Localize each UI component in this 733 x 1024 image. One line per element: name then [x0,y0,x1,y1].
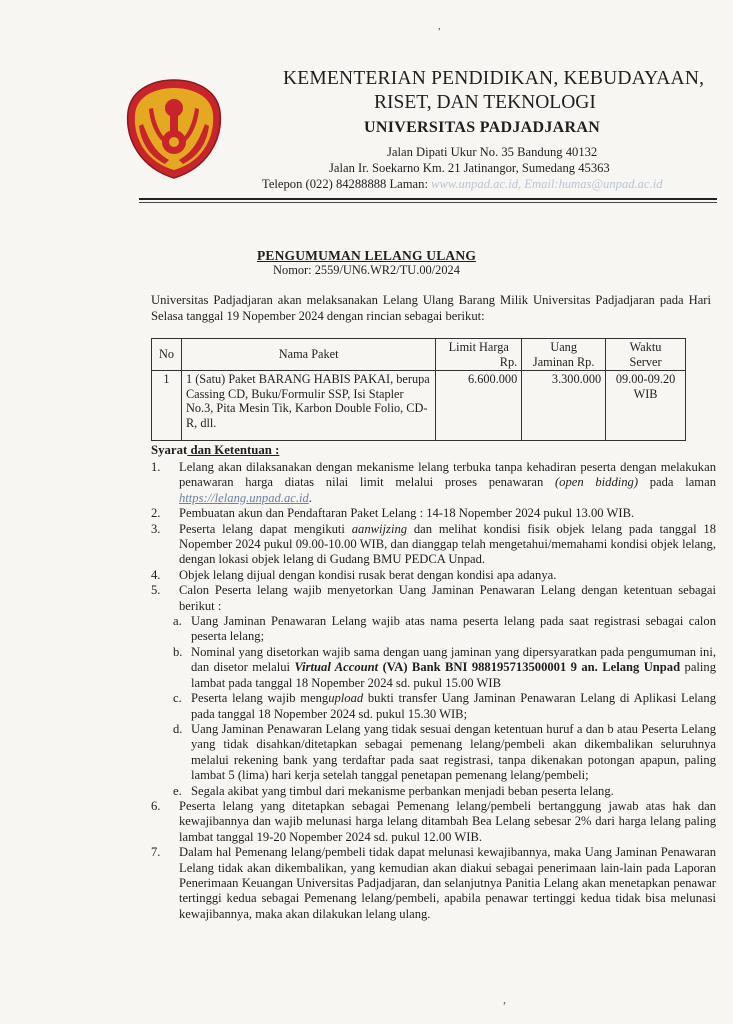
website-link[interactable]: www.unpad.ac.id, [431,177,522,191]
header-rule-thin [139,202,717,203]
term-5-c: c. Peserta lelang wajib mengupload bukti transfer Uang Jaminan Penawaran Lelang di Aplikasi Lelang pada tanggal 18 Nopember 2024 sd. pukul 15.30 WIB; [173,691,716,721]
term-2: 2. Pembuatan akun dan Pendaftaran Paket Lelang : 14-18 Nopember 2024 pukul 13.00 WIB. [151,506,635,521]
auction-site-link[interactable]: https://lelang.unpad.ac.id [179,490,309,505]
header-nama-paket: Nama Paket [181,339,435,371]
address-line-2: Jalan Ir. Soekarno Km. 21 Jatinangor, Sumedang 45363 [329,161,610,175]
header-limit-harga: Limit Harga Rp. [436,339,522,371]
term-5-d: d. Uang Jaminan Penawaran Lelang yang tidak sesuai dengan ketentuan huruf a dan b atau Peserta Lelang yang tidak disahkan/ditetapkan sebagai pemenang lelang/pembeli akan dikembalikan seluruhnya melalui rekening bank yang terdaftar pada saat registrasi, tanpa dikenakan potongan apapun, paling lambat 5 (lima) hari kerja setelah tanggal penetapan pemenang lelang/pembeli; [173,721,716,783]
header-rule-thick [139,198,717,200]
term-3: 3. Peserta lelang dapat mengikuti aanwijzing dan melihat kondisi fisik objek lelang pada tanggal 18 Nopember 2024 pukul 09.00-10.00 WIB, dan dianggap telah mengetahui/memahami kondisi objek lelang, dengan lokasi objek lelang di Gudang BMU PEDCA Unpad. [151,521,716,567]
header-waktu-server: Waktu Server [606,339,686,371]
term-7: 7. Dalam hal Pemenang lelang/pembeli tidak dapat melunasi kewajibannya, maka Uang Jaminan Penawaran Lelang tidak akan dikembalikan, yang kemudian akan diakui sebagai penerimaan lain-lain pada Laporan Penerimaan Keuangan Universitas Padjadjaran, dan selanjutnya Panitia Lelang akan menetapkan penawar tertinggi kedua sebagai Pemenang lelang/pembeli, apabila penawar tertinggi kedua tidak bisa melunasi kewajibannya, maka akan dilakukan lelang ulang. [151,845,716,921]
email-link[interactable]: humas@unpad.ac.id [558,177,663,191]
university-name: UNIVERSITAS PADJADJARAN [364,119,601,136]
ministry-line-2: RISET, DAN TEKNOLOGI [374,92,596,113]
cell-jaminan: 3.300.000 [522,371,606,441]
announcement-title: PENGUMUMAN LELANG ULANG [256,248,477,263]
term-5-e: e. Segala akibat yang timbul dari mekanisme perbankan menjadi beban peserta lelang. [173,783,614,798]
phone-label: Telepon (022) 84288888 Laman: [262,177,428,191]
cell-waktu: 09.00-09.20 WIB [606,371,686,441]
cell-no: 1 [152,371,182,441]
announcement-number: Nomor: 2559/UN6.WR2/TU.00/2024 [273,263,460,277]
terms-heading: Syarat dan Ketentuan : [151,443,280,457]
terms-list [151,460,716,922]
term-5-b: b. Nominal yang disetorkan wajib sama dengan uang jaminan yang dipersyaratkan pada pengumuman ini, dan disetor melalui Virtual Account (VA) Bank BNI 988195713500001 9 an. Lelang Unpad paling lambat pada tanggal 18 Nopember 2024 sd. pukul 15.00 WIB [173,644,717,690]
contact-line [262,177,663,192]
page-mark: , [503,992,506,1006]
header-no: No [152,339,182,371]
term-5-a: a. Uang Jaminan Penawaran Lelang wajib atas nama peserta lelang pada saat registrasi sebagai calon peserta lelang; [173,614,716,644]
announcement-intro: Universitas Padjadjaran akan melaksanakan Lelang Ulang Barang Milik Universitas Padjadjaran pada Hari Selasa tanggal 19 Nopember 2024 dengan rincian sebagai berikut: [151,293,711,323]
university-logo [125,78,223,185]
term-5: 5. Calon Peserta lelang wajib menyetorkan Uang Jaminan Penawaran Lelang dengan ketentuan sebagai berikut : [151,583,716,613]
term-6: 6. Peserta lelang yang ditetapkan sebagai Pemenang lelang/pembeli bertanggung jawab atas hak dan kewajibannya dan wajib melunasi harga lelang ditambah Bea Lelang sebesar 2% dari harga lelang paling lambat tanggal 19-20 Nopember 2024 sd. pukul 12.00 WIB. [151,798,716,844]
unpad-logo-icon [125,78,223,180]
table-header-row [152,339,686,371]
address-line-1: Jalan Dipati Ukur No. 35 Bandung 40132 [387,145,598,159]
auction-table [151,338,686,441]
cell-limit: 6.600.000 [436,371,522,441]
email-label: Email: [524,177,559,191]
term-4: 4. Objek lelang dijual dengan kondisi rusak berat dengan kondisi apa adanya. [151,567,557,582]
ministry-line-1: KEMENTERIAN PENDIDIKAN, KEBUDAYAAN, [283,68,705,89]
cell-nama-paket: 1 (Satu) Paket BARANG HABIS PAKAI, berupa Cassing CD, Buku/Formulir SSP, Isi Stapler No.3, Pita Mesin Tik, Karbon Double Folio, CD-R, dll. [181,371,435,441]
header-uang-jaminan: Uang Jaminan Rp. [522,339,606,371]
scan-mark: , [438,20,441,32]
term-1: 1. Lelang akan dilaksanakan dengan mekanisme lelang terbuka tanpa kehadiran peserta dengan melakukan penawaran harga diatas nilai limit melalui proses penawaran (open bidding) pada laman https://lelang.unpad.ac.id. [151,460,716,505]
table-row [152,371,686,441]
